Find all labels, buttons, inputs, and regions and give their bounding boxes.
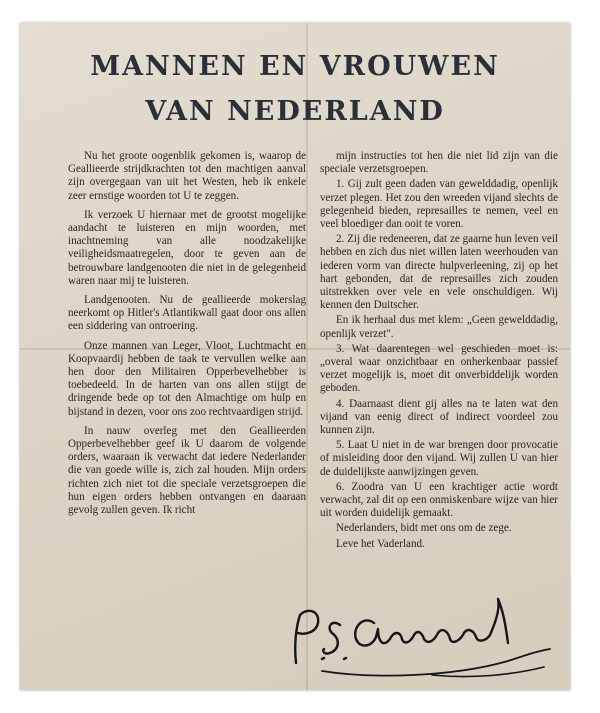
leaflet-sheet: [20, 23, 570, 690]
paragraph: 6. Zoodra van U een krachtiger actie wordt verwacht, zal dit op een onmiskenbare wijze van hier uit worden duidelijk gemaakt.: [320, 480, 558, 520]
paragraph: Leve het Vaderland.: [336, 537, 425, 550]
paragraph: 1. Gij zult geen daden van gewelddadig, openlijk verzet plegen. Het zou den wreeden vijand slechts de gelegenheid bieden, represailles te nemen, veel en veel bloediger dan ooit te voren.: [320, 178, 558, 231]
paragraph: Landgenooten. Nu de geallieerde mokerslag neerkomt op Hitler's Atlantikwall gaat door ons allen een siddering van ontroering.: [68, 294, 306, 333]
paragraph: En ik herhaal dus met klem: „Geen gewelddadig, openlijk verzet".: [320, 314, 558, 340]
paragraph: mijn instructies tot hen die niet lid zijn van die speciale verzetsgroepen.: [320, 150, 558, 176]
paragraph: 2. Zij die redeneeren, dat ze gaarne hun leven veil hebben en zich dus niet willen laten weerhouden van iederen vorm van directe hulpverleening, zij op het hart gebonden, dat de represailles zich zouden uitstrekken over vele en vele onschuldigen. Wij kennen den Duitscher.: [320, 233, 558, 312]
headline-line-1: MANNEN EN VROUWEN: [90, 51, 500, 82]
paragraph: Nu het groote oogenblik gekomen is, waarop de Geallieerde strijdkrachten tot den machtigen aanval zijn overgegaan van uit het Westen, heb ik enkele zeer ernstige woorden tot U te zeggen.: [68, 150, 306, 202]
headline-line-2: VAN NEDERLAND: [145, 96, 445, 127]
paragraph: 3. Wat daarentegen wel geschieden moet is: „overal waar onzichtbaar en onherkenbaar passief verzet mogelijk is, moet dit onverbiddelijk worden geboden.: [320, 342, 558, 395]
right-column: [320, 150, 558, 553]
paragraph: Nederlanders, bidt met ons om de zege.: [336, 522, 512, 535]
paragraph: In nauw overleg met den Geallieerden Opperbevelhebber geef ik U daarom de volgende orders, waaraan ik verwacht dat iedere Nederlander die van goede wille is, zich zal houden. Mijn orders richten zich niet tot die speciale verzetsgroepen die hun eigen orders hebben ontvangen en daaraan gevolg zullen geven. Ik richt: [68, 424, 306, 517]
handwritten-signature: [282, 593, 562, 685]
paragraph: 5. Laat U niet in de war brengen door provocatie of misleiding door den vijand. Wij zullen U van hier de duidelijkste aanwijzingen geven.: [320, 439, 558, 478]
paragraph: 4. Daarnaast dient gij alles na te laten wat den vijand van eenig direct of indirect voordeel zou kunnen zijn.: [320, 397, 558, 437]
paragraph: Onze mannen van Leger, Vloot, Luchtmacht en Koopvaardij hebben de taak te vervullen welke aan hen door den Militairen Opperbevelhebber is toebedeeld. In de harten van ons allen stijgt de dringende bede op tot den Almachtige om hulp en bijstand in dezen, voor ons zoo rechtvaardigen strijd.: [68, 339, 306, 418]
left-column: [68, 150, 306, 523]
paragraph: Ik verzoek U hiernaar met de grootst mogelijke aandacht te luisteren en mijn woorden, met inachtneming van alle noodzakelijke veiligheidsmaatregelen, door te geven aan de betrouwbare landgenooten die niet in de gelegenheid waren naar mij te luisteren.: [68, 208, 306, 287]
